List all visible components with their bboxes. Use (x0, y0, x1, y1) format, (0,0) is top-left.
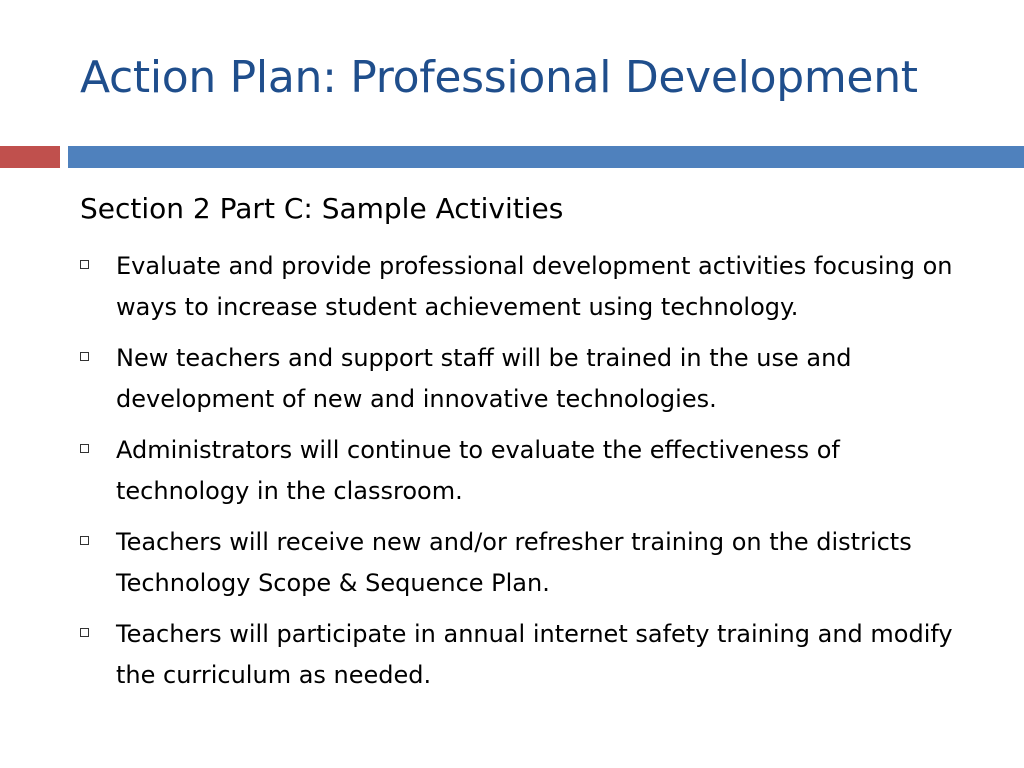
hollow-square-bullet-icon (80, 614, 116, 637)
title-divider-red-bar (0, 146, 60, 168)
slide-title: Action Plan: Professional Development (80, 52, 918, 103)
bullet-item (80, 338, 980, 420)
bullet-text: Teachers will participate in annual internet safety training and modify the curriculum as needed. (116, 620, 953, 689)
bullet-text: Evaluate and provide professional development activities focusing on ways to increase student achievement using technology. (116, 252, 953, 321)
hollow-square-bullet-icon (80, 430, 116, 453)
hollow-square-bullet-icon (80, 522, 116, 545)
bullet-text: New teachers and support staff will be trained in the use and development of new and innovative technologies. (116, 344, 852, 413)
bullet-list (80, 246, 980, 706)
bullet-item (80, 430, 980, 512)
bullet-item (80, 246, 980, 328)
bullet-item (80, 614, 980, 696)
bullet-text: Administrators will continue to evaluate the effectiveness of technology in the classroom. (116, 436, 840, 505)
hollow-square-bullet-icon (80, 338, 116, 361)
bullet-text: Teachers will receive new and/or refresher training on the districts Technology Scope & Sequence Plan. (116, 528, 912, 597)
hollow-square-bullet-icon (80, 246, 116, 269)
title-divider-blue-bar (68, 146, 1024, 168)
section-subheading: Section 2 Part C: Sample Activities (80, 192, 564, 225)
bullet-item (80, 522, 980, 604)
